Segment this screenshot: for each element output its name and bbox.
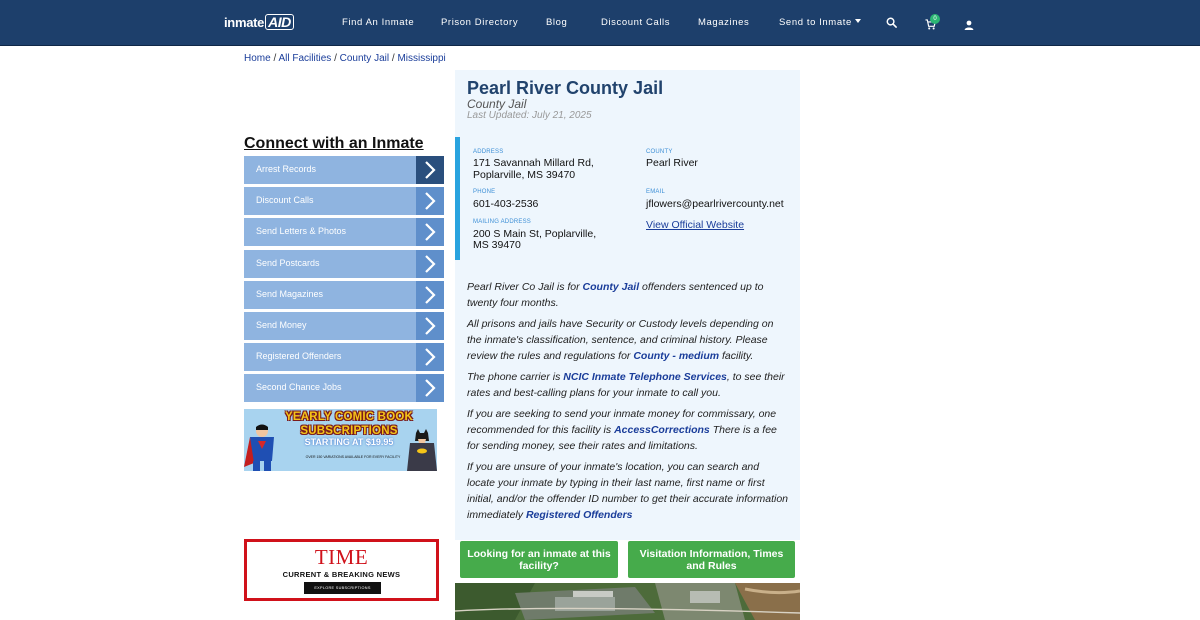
- chevron-right-icon: [416, 281, 444, 309]
- nav-send-to-inmate[interactable]: [779, 17, 861, 28]
- facility-title: Pearl River County Jail: [467, 78, 664, 98]
- chevron-right-icon: [416, 343, 444, 371]
- logo-text-part2: AID: [265, 14, 294, 30]
- sidebar-item-label: Send Magazines: [256, 288, 324, 299]
- sidebar-item-send-money[interactable]: [244, 312, 444, 340]
- sidebar-item-label: Second Chance Jobs: [256, 382, 342, 393]
- description-paragraph: [467, 316, 789, 364]
- sidebar-item-send-postcards[interactable]: [244, 250, 444, 278]
- breadcrumb-all-facilities[interactable]: All Facilities: [278, 53, 332, 64]
- breadcrumb-separator: /: [334, 53, 337, 64]
- chevron-right-icon: [416, 250, 444, 278]
- chevron-down-icon: [855, 19, 861, 23]
- comic-ad-line1: YEARLY COMIC BOOK: [284, 411, 413, 423]
- nav-discount-calls[interactable]: Discount Calls: [601, 17, 671, 28]
- phone-label: PHONE: [473, 189, 496, 195]
- breadcrumb-home[interactable]: Home: [244, 53, 271, 64]
- mailing-address-line1: 200 S Main St, Poplarville,: [473, 228, 597, 240]
- nav-prison-directory[interactable]: Prison Directory: [441, 17, 519, 28]
- phone-value: 601-403-2536: [473, 198, 539, 210]
- desc-text: There is a fee for sending money, see their rates and limitations.: [467, 424, 777, 452]
- sidebar-item-second-chance-jobs[interactable]: [244, 374, 444, 402]
- chevron-right-icon: [416, 187, 444, 215]
- facility-aerial-photo: [455, 583, 800, 620]
- chevron-right-icon: [416, 374, 444, 402]
- user-icon[interactable]: [964, 17, 978, 31]
- chevron-right-icon: [416, 218, 444, 246]
- time-tagline: CURRENT & BREAKING NEWS: [282, 570, 401, 579]
- sidebar-item-label: Discount Calls: [256, 195, 314, 206]
- sidebar-menu: [244, 156, 444, 406]
- top-navbar: [0, 0, 1200, 46]
- site-logo[interactable]: [224, 14, 294, 32]
- address-label: ADDRESS: [473, 149, 504, 155]
- mailing-address-label: MAILING ADDRESS: [473, 219, 532, 225]
- sidebar-item-label: Registered Offenders: [256, 351, 342, 362]
- description-paragraph: [467, 279, 789, 311]
- nav-blog[interactable]: Blog: [546, 17, 568, 28]
- desc-text: facility.: [719, 350, 754, 362]
- desc-text: If you are seeking to send your inmate money for commissary, one recommended for this facility is: [467, 408, 777, 436]
- email-label: EMAIL: [646, 189, 666, 195]
- nav-find-an-inmate[interactable]: Find An Inmate: [342, 17, 415, 28]
- sidebar-item-label: Send Letters & Photos: [256, 226, 347, 237]
- time-magazine-ad[interactable]: [244, 539, 439, 601]
- visitation-info-button[interactable]: [628, 541, 795, 578]
- phone-carrier-link[interactable]: NCIC Inmate Telephone Services: [563, 371, 727, 383]
- comic-ad-price: STARTING AT $19.95: [304, 437, 394, 447]
- breadcrumb-separator: /: [273, 53, 277, 64]
- sidebar-item-send-magazines[interactable]: [244, 281, 444, 309]
- sidebar-item-send-letters-photos[interactable]: [244, 218, 444, 246]
- find-inmate-at-facility-button[interactable]: [460, 541, 618, 578]
- breadcrumb-separator: /: [391, 53, 395, 64]
- county-label: COUNTY: [646, 149, 673, 155]
- description-paragraph: [467, 406, 789, 454]
- desc-text: The phone carrier is: [467, 371, 564, 383]
- description-paragraph: [467, 369, 789, 401]
- comic-ad-line2: SUBSCRIPTIONS: [300, 425, 398, 437]
- find-inmate-button-label: Looking for an inmate at this facility?: [467, 547, 611, 572]
- search-icon[interactable]: [886, 15, 900, 29]
- access-corrections-link[interactable]: AccessCorrections: [614, 424, 710, 436]
- comic-subscription-ad[interactable]: [244, 409, 437, 471]
- comic-ad-fineprint: OVER 150 VARIATIONS AVAILABLE FOR EVERY FACILITY: [305, 455, 401, 459]
- county-value: Pearl River: [646, 157, 698, 169]
- security-level-link[interactable]: County - medium: [633, 350, 720, 362]
- description-paragraph: [467, 459, 789, 523]
- chevron-right-icon: [416, 156, 444, 184]
- sidebar-item-label: Arrest Records: [256, 164, 317, 174]
- sidebar-item-discount-calls[interactable]: [244, 187, 444, 215]
- facility-type: County Jail: [467, 97, 527, 111]
- last-updated: Last Updated: July 21, 2025: [467, 110, 592, 121]
- explore-subscriptions-button[interactable]: EXPLORE SUBSCRIPTIONS: [304, 582, 381, 594]
- batman-illustration: [407, 429, 437, 471]
- desc-text: If you are unsure of your inmate's location, you can search and locate your inmate by typing in their last name, first name or first initial, and/or the offender ID number to get their accurate information immediately: [467, 461, 789, 521]
- email-value: jflowers@pearlrivercounty.net: [646, 198, 784, 210]
- desc-text: offenders sentenced up to twenty four months.: [467, 281, 764, 309]
- chevron-right-icon: [416, 312, 444, 340]
- address-line1: 171 Savannah Millard Rd,: [473, 157, 594, 169]
- address-line2: Poplarville, MS 39470: [473, 169, 576, 181]
- facility-info-card: [455, 137, 800, 260]
- sidebar-item-registered-offenders[interactable]: [244, 343, 444, 371]
- breadcrumb-county-jail[interactable]: County Jail: [339, 53, 390, 64]
- sidebar-item-label: Send Money: [256, 319, 307, 330]
- breadcrumb: [244, 53, 446, 64]
- cart-count-badge: 0: [930, 14, 940, 24]
- time-logo: TIME: [314, 545, 369, 569]
- sidebar-item-arrest-records[interactable]: [244, 156, 444, 184]
- county-jail-link[interactable]: County Jail: [582, 281, 640, 293]
- nav-magazines[interactable]: Magazines: [698, 17, 750, 28]
- sidebar-item-label: Send Postcards: [256, 257, 320, 268]
- logo-text-part1: inmate: [224, 15, 265, 30]
- desc-text: All prisons and jails have Security or Custody levels depending on the inmate's classification, sentence, and criminal history. Please review the rules and regulations for: [467, 318, 774, 362]
- connect-with-inmate-heading: Connect with an Inmate: [244, 135, 424, 152]
- nav-send-to-inmate-label: Send to Inmate: [779, 17, 852, 28]
- official-website-link[interactable]: View Official Website: [646, 219, 745, 231]
- mailing-address-line2: MS 39470: [473, 239, 521, 251]
- breadcrumb-mississippi[interactable]: Mississippi: [397, 53, 446, 64]
- desc-text: , to see their rates and best-calling plans for your inmate to call you.: [467, 371, 785, 399]
- visitation-button-label: Visitation Information, Times and Rules: [639, 547, 784, 572]
- registered-offenders-link[interactable]: Registered Offenders: [525, 509, 633, 521]
- desc-text: Pearl River Co Jail is for: [467, 281, 583, 293]
